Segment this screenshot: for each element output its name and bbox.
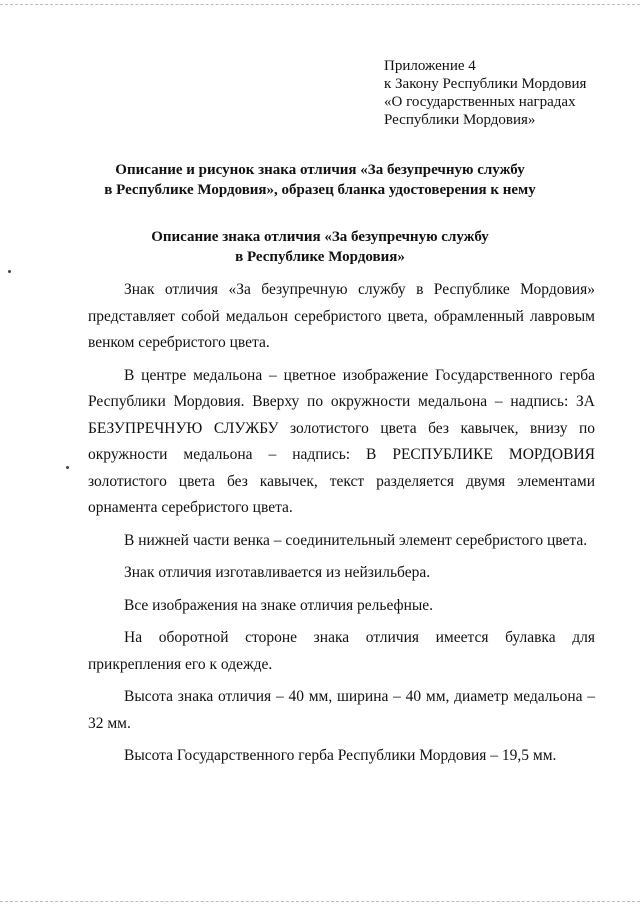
section-heading-line: в Республике Мордовия» (235, 249, 405, 265)
annex-reference (384, 57, 586, 129)
description-body (88, 277, 595, 776)
section-heading (0, 227, 640, 267)
annex-line: «О государственных наградах (384, 94, 576, 110)
annex-line: Республики Мордовия» (384, 112, 536, 128)
paragraph-emblem-height: Высота Государственного герба Республики Мордовия – 19,5 мм. (124, 747, 557, 764)
scan-bottom-edge (0, 901, 640, 905)
annex-line: Приложение 4 (384, 58, 476, 74)
paragraph-wreath: В нижней части венка – соединительный элемент серебристого цвета. (124, 531, 588, 549)
scan-speck (66, 466, 69, 469)
section-heading-line: Описание знака отличия «За безупречную службу (151, 229, 489, 245)
main-heading (0, 160, 640, 200)
scan-top-edge (0, 0, 640, 5)
paragraph-pin: На оборотной стороне знака отличия имеется булавка для прикрепления его к одежде. (88, 629, 595, 673)
paragraph-medallion: Знак отличия «За безупречную службу в Республике Мордовия» представляет собой медальон серебристого цвета, обрамленный лавровым венком серебристого цвета. (88, 281, 595, 351)
scan-speck (8, 270, 11, 273)
main-heading-line: Описание и рисунок знака отличия «За безупречную службу (115, 162, 525, 178)
paragraph-center-image: В центре медальона – цветное изображение Государственного герба Республики Мордовия. Вверху по окружности медальона – надпись: ЗА БЕЗУПРЕЧНУЮ СЛУЖБУ золотистого цвета без кавычек, внизу по окружности медальона – надпись: В РЕСПУБЛИКЕ МОРДОВИЯ золотистого цвета без кавычек, текст разделяется двумя элементами орнамента серебристого цвета. (88, 366, 595, 516)
paragraph-material: Знак отличия изготавливается из нейзильбера. (124, 564, 431, 581)
annex-line: к Закону Республики Мордовия (384, 76, 587, 92)
paragraph-relief: Все изображения на знаке отличия рельефные. (124, 596, 434, 614)
paragraph-dimensions: Высота знака отличия – 40 мм, ширина – 40 мм, диаметр медальона – 32 мм. (88, 688, 595, 732)
main-heading-line: в Республике Мордовия», образец бланка удостоверения к нему (104, 182, 536, 198)
